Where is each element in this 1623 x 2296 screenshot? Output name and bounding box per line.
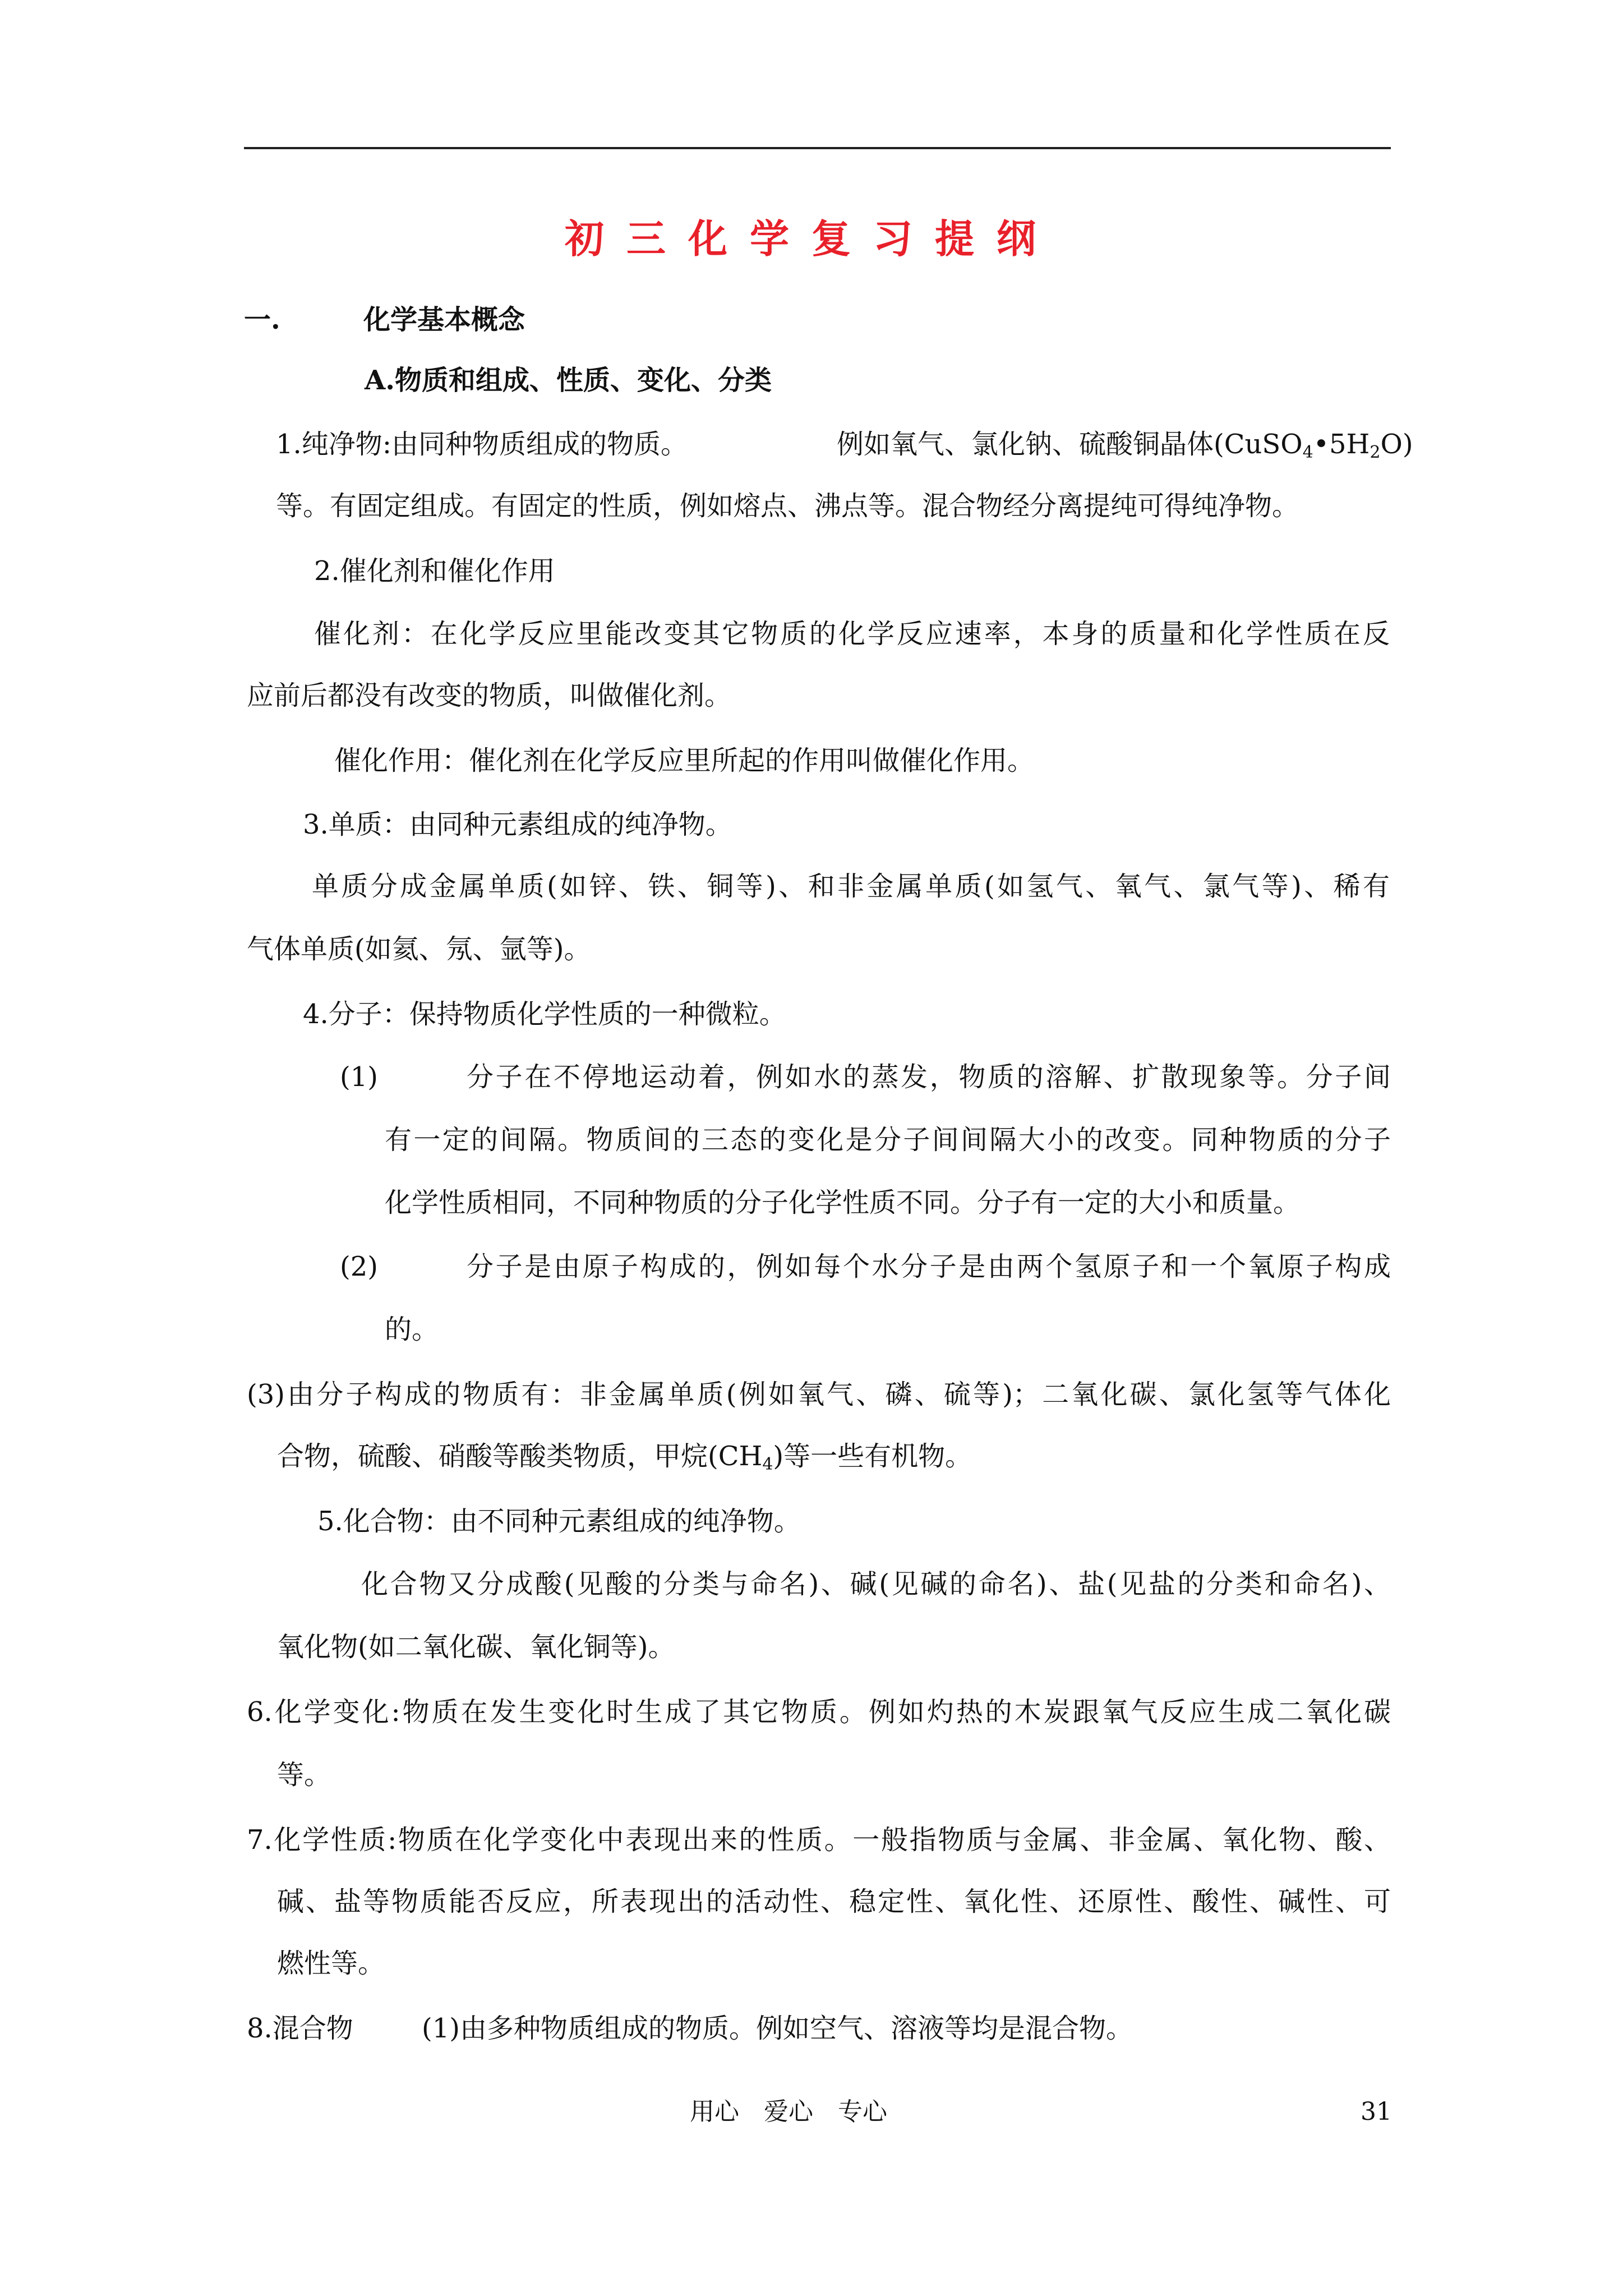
item-6-line-2: 等。 bbox=[277, 1759, 331, 1791]
item-3-line-1: 单质分成金属单质(如锌、铁、铜等)、和非金属单质(如氢气、氧气、氯气等)、稀有 bbox=[312, 871, 1390, 902]
item-7-term: 7.化学性质 bbox=[247, 1824, 388, 1856]
item-3-title: 3.单质：由同种元素组成的纯净物。 bbox=[303, 809, 732, 840]
item-2-catalyst-line-1: 催化剂：在化学反应里能改变其它物质的化学反应速率，本身的质量和化学性质在反 bbox=[314, 618, 1390, 650]
item-4-point-1-line-2: 有一定的间隔。物质间的三态的变化是分子间间隔大小的改变。同种物质的分子 bbox=[385, 1124, 1391, 1156]
item-7-line-3: 燃性等。 bbox=[277, 1948, 385, 1979]
item-7-line-1: 7.化学性质:物质在化学变化中表现出来的性质。一般指物质与金属、非金属、氧化物、酸、 bbox=[247, 1824, 1391, 1856]
section-number: 一. bbox=[244, 304, 280, 335]
item-1-line-1 bbox=[276, 422, 688, 467]
item-3-line-2: 气体单质(如氦、氖、氩等)。 bbox=[247, 933, 591, 965]
item-1-line-2: 等。有固定组成。有固定的性质，例如熔点、沸点等。混合物经分离提纯可得纯净物。 bbox=[276, 490, 1299, 522]
item-4-point-3-line-1: (3)由分子构成的物质有：非金属单质(例如氧气、磷、硫等)；二氧化碳、氯化氢等气体化 bbox=[247, 1379, 1391, 1410]
item-5-title: 5.化合物：由不同种元素组成的纯净物。 bbox=[317, 1506, 801, 1537]
item-5-line-1: 化合物又分成酸(见酸的分类与命名)、碱(见碱的命名)、盐(见盐的分类和命名)、 bbox=[361, 1568, 1391, 1600]
item-2-catalytic-action: 催化作用：催化剂在化学反应里所起的作用叫做催化作用。 bbox=[334, 745, 1035, 776]
item-2-title: 2.催化剂和催化作用 bbox=[314, 555, 555, 587]
item-4-point-1-line-1: 分子在不停地运动着，例如水的蒸发，物质的溶解、扩散现象等。分子间 bbox=[467, 1061, 1391, 1093]
section-heading: 化学基本概念 bbox=[363, 304, 525, 335]
item-1-term: 1.纯净物 bbox=[276, 429, 382, 460]
item-4-point-2-line-2: 的。 bbox=[385, 1314, 439, 1345]
subsection-heading: A.物质和组成、性质、变化、分类 bbox=[365, 365, 772, 396]
item-4-point-3-line-2: 合物，硫酸、硝酸等酸类物质，甲烷$(CH_4)$等一些有机物。 bbox=[277, 1441, 972, 1474]
item-4-point-2-line-1: 分子是由原子构成的，例如每个水分子是由两个氢原子和一个氧原子构成 bbox=[467, 1251, 1391, 1282]
item-4-title: 4.分子：保持物质化学性质的一种微粒。 bbox=[303, 999, 786, 1030]
item-8-text: (1)由多种物质组成的物质。例如空气、溶液等均是混合物。 bbox=[422, 2013, 1133, 2044]
header-rule bbox=[244, 147, 1391, 149]
item-4-point-1-number: (1) bbox=[340, 1061, 378, 1093]
item-6-line-1: 6.化学变化:物质在发生变化时生成了其它物质。例如灼热的木炭跟氧气反应生成二氧化碳 bbox=[247, 1696, 1391, 1728]
item-1-definition: :由同种物质组成的物质。 bbox=[382, 429, 688, 460]
document-title: 初三化学复习提纲 bbox=[565, 215, 1058, 262]
item-1-example: 例如氧气、氯化钠、硫酸铜晶体$(CuSO_4•5H_2O)$ bbox=[837, 429, 1413, 462]
item-8-term: 8.混合物 bbox=[247, 2013, 353, 2044]
item-5-line-2: 氧化物(如二氧化碳、氧化铜等)。 bbox=[277, 1631, 675, 1663]
item-7-line-2: 碱、盐等物质能否反应，所表现出的活动性、稳定性、氧化性、还原性、酸性、碱性、可 bbox=[277, 1886, 1391, 1917]
item-4-point-2-number: (2) bbox=[340, 1251, 378, 1282]
item-2-catalyst-line-2: 应前后都没有改变的物质，叫做催化剂。 bbox=[247, 680, 732, 711]
page-number: 31 bbox=[1361, 2097, 1392, 2126]
footer-motto: 用心 爱心 专心 bbox=[690, 2097, 887, 2126]
item-4-point-1-line-3: 化学性质相同，不同种物质的分子化学性质不同。分子有一定的大小和质量。 bbox=[385, 1187, 1301, 1218]
item-6-term: 6.化学变化 bbox=[247, 1696, 391, 1728]
